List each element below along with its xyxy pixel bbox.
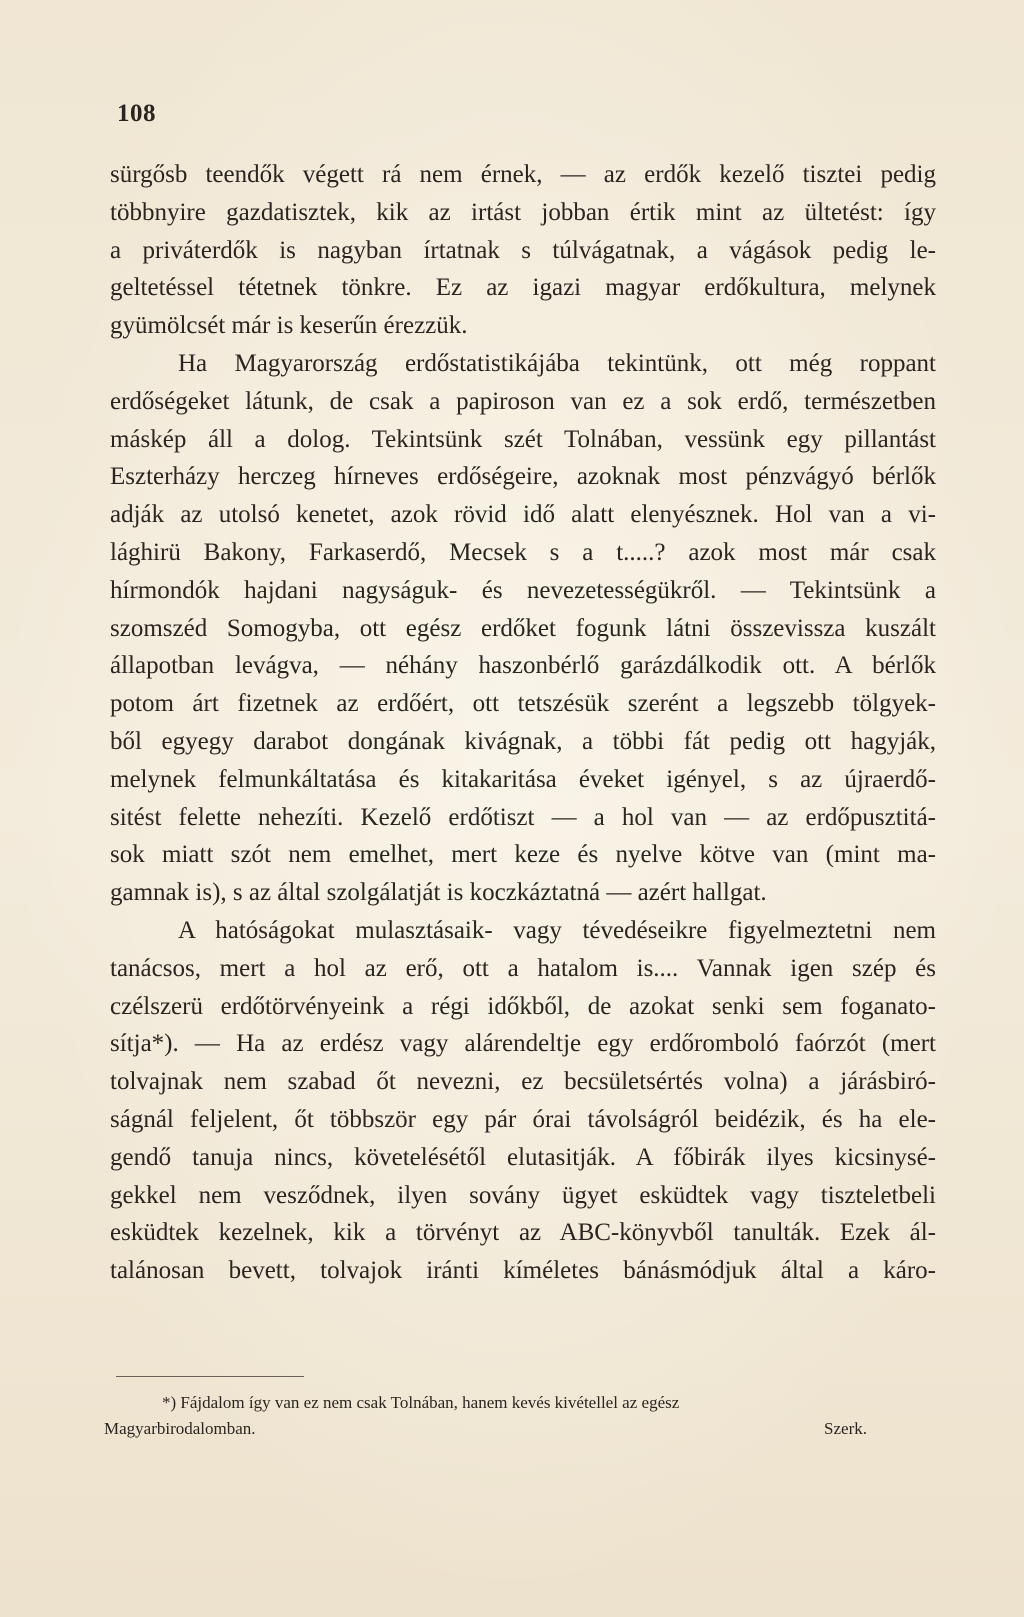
text-line: gamnak is), s az által szolgálatját is koczkáztatná — azért hallgat.	[110, 879, 767, 907]
paragraph-first-line: Ha Magyarország erdőstatistikájába tekintünk, ott még roppant	[178, 349, 936, 377]
text-line: geltetéssel tétetnek tönkre. Ez az igazi magyar erdőkultura, melynek	[110, 274, 936, 302]
footnote-signature: Szerk.	[824, 1419, 867, 1438]
text-line: tanácsos, mert a hol az erő, ott a hatalom is.... Vannak igen szép és	[110, 954, 936, 982]
text-line: sürgősb teendők végett rá nem érnek, — az erdők kezelő tisztei pedig	[110, 161, 936, 188]
text-line: a priváterdők is nagyban írtatnak s túlvágatnak, a vágások pedig le-	[110, 236, 936, 264]
footnote	[104, 1390, 930, 1442]
text-line: tolvajnak nem szabad őt nevezni, ez becsületsértés volna) a járásbiró-	[110, 1068, 936, 1096]
footnote-text: Magyarbirodalomban.	[104, 1419, 256, 1438]
footnote-line	[104, 1416, 867, 1442]
text-line: melynek felmunkáltatása és kitakaritása éveket igényel, s az újraerdő-	[110, 765, 936, 793]
text-line: ből egyegy darabot dongának kivágnak, a többi fát pedig ott hagyják,	[110, 727, 936, 755]
text-line: sítja*). — Ha az erdész vagy alárendeltje egy erdőromboló faórzót (mert	[110, 1030, 936, 1058]
text-line: máskép áll a dolog. Tekintsünk szét Tolnában, vessünk egy pillantást	[110, 425, 936, 453]
text-line: hírmondók hajdani nagyságuk- és nevezetességükről. — Tekintsünk a	[110, 576, 936, 604]
paragraph-first-line: A hatóságokat mulasztásaik- vagy tévedéseikre figyelmeztetni nem	[178, 916, 936, 944]
text-line: talánosan bevett, tolvajok iránti kíméletes bánásmódjuk által a káro-	[110, 1257, 936, 1285]
page-number: 108	[117, 100, 156, 127]
text-line: sitést felette nehezíti. Kezelő erdőtiszt — a hol van — az erdőpusztitá-	[110, 803, 936, 831]
text-line: lághirü Bakony, Farkaserdő, Mecsek s a t.....? azok most már csak	[110, 538, 936, 566]
footnote-divider	[116, 1376, 304, 1377]
footnote-line: *) Fájdalom így van ez nem csak Tolnában, hanem kevés kivétellel az egész	[162, 1393, 680, 1412]
text-line: többnyire gazdatisztek, kik az irtást jobban értik mint az ültetést: így	[110, 198, 936, 226]
text-line: állapotban levágva, — néhány haszonbérlő garázdálkodik ott. A bérlők	[110, 652, 936, 680]
text-line: Eszterházy herczeg hírneves erdőségeire, azoknak most pénzvágyó bérlők	[110, 463, 936, 491]
text-line: gekkel nem vesződnek, ilyen sovány ügyet esküdtek vagy tiszteletbeli	[110, 1181, 936, 1209]
text-line: szomszéd Somogyba, ott egész erdőket fogunk látni összevissza kuszált	[110, 614, 936, 642]
text-line: potom árt fizetnek az erdőért, ott tetszésük szerént a legszebb tölgyek-	[110, 690, 936, 718]
body-text	[110, 156, 936, 1290]
text-line: ságnál feljelent, őt többször egy pár órai távolságról beidézik, és ha ele-	[110, 1105, 936, 1133]
text-line: adják az utolsó kenetet, azok rövid idő alatt elenyésznek. Hol van a vi-	[110, 501, 936, 529]
text-line: czélszerü erdőtörvényeink a régi időkből, de azokat senki sem foganato-	[110, 992, 936, 1020]
text-line: gendő tanuja nincs, követelésétől elutasitják. A főbirák ilyes kicsinysé-	[110, 1143, 936, 1171]
text-line: sok miatt szót nem emelhet, mert keze és nyelve kötve van (mint ma-	[110, 841, 936, 869]
text-line: erdőségeket látunk, de csak a papiroson van ez a sok erdő, természetben	[110, 387, 936, 415]
text-line: gyümölcsét már is keserűn érezzük.	[110, 312, 468, 340]
text-line: esküdtek kezelnek, kik a törvényt az ABC-könyvből tanulták. Ezek ál-	[110, 1219, 936, 1247]
